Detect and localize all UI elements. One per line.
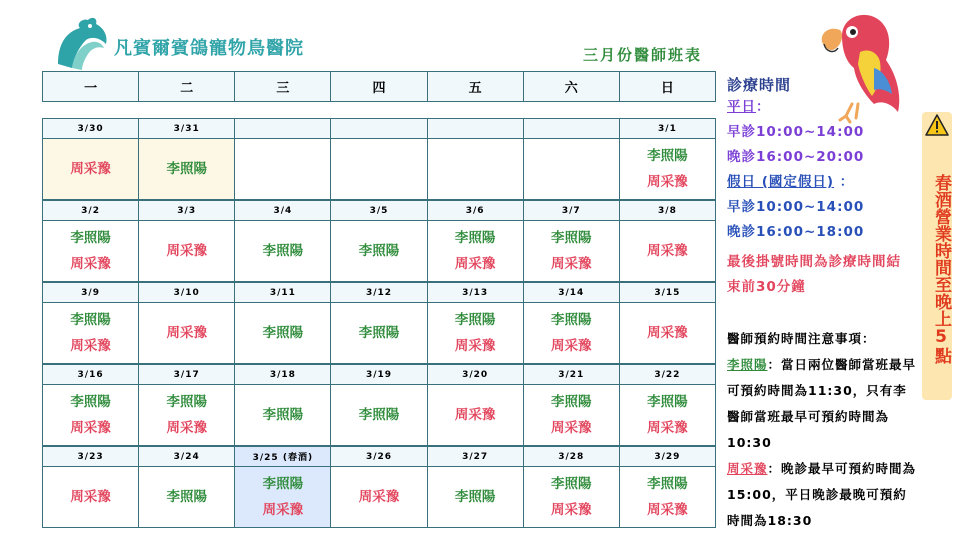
schedule-cell <box>331 385 427 446</box>
date-row <box>43 119 716 139</box>
weekday-cell: 日 <box>619 72 715 102</box>
doctor1-note: ：當日兩位醫師當班最早可預約時間為11:30，只有李醫師當班最早可預約時間為10:30 <box>727 357 917 450</box>
doctor-name: 李照陽 <box>70 230 111 246</box>
spring-banquet-banner <box>922 112 952 400</box>
weekday-cell: 六 <box>523 72 619 102</box>
doctor-name: 李照陽 <box>454 489 496 505</box>
doctor-name: 周采豫 <box>647 502 688 518</box>
clinic-hours <box>727 74 927 300</box>
date-cell: 3/6 <box>427 201 523 221</box>
date-cell <box>427 119 523 139</box>
date-cell: 3/9 <box>43 283 139 303</box>
date-cell: 3/15 <box>619 283 715 303</box>
schedule-title: 三月份醫師班表 <box>583 46 703 64</box>
date-cell: 3/12 <box>331 283 427 303</box>
doctor-name: 李照陽 <box>166 489 207 505</box>
date-cell: 3/27 <box>427 447 523 467</box>
doctor-name: 李照陽 <box>166 394 207 410</box>
date-row <box>43 447 716 467</box>
doctor-name: 李照陽 <box>647 148 688 164</box>
clinic-header <box>52 14 352 70</box>
schedule-cell <box>331 139 427 200</box>
schedule-cell <box>139 385 235 446</box>
weekday-header <box>42 71 716 102</box>
doctor-name: 李照陽 <box>551 476 592 492</box>
date-row <box>43 201 716 221</box>
doctor-name: 李照陽 <box>551 394 592 410</box>
doctor2-name: 周采豫 <box>727 461 768 476</box>
schedule-cell <box>619 221 715 282</box>
holiday-evening-hours: 晚診16:00~18:00 <box>727 224 865 240</box>
doctor-name: 李照陽 <box>551 312 592 328</box>
doctor-name: 李照陽 <box>454 230 496 246</box>
last-registration-note: 最後掛號時間為診療時間結束前30分鐘 <box>727 254 901 295</box>
holiday-morning-hours: 早診10:00~14:00 <box>727 199 865 215</box>
weekday-cell: 四 <box>331 72 427 102</box>
holiday-label: 假日 (國定假日) <box>727 174 835 190</box>
weekday-morning-hours: 早診10:00~14:00 <box>727 124 865 140</box>
date-cell: 3/31 <box>139 119 235 139</box>
warning-icon <box>925 114 949 136</box>
date-cell: 3/30 <box>43 119 139 139</box>
weekday-evening-hours: 晚診16:00~20:00 <box>727 149 865 165</box>
schedule-cell <box>139 139 235 200</box>
schedule-cell <box>619 467 715 528</box>
weekday-suffix: ： <box>756 99 771 115</box>
schedule-cell <box>427 467 523 528</box>
doctor-name: 周采豫 <box>70 489 111 505</box>
schedule-row <box>43 467 716 528</box>
logo-bird-icon <box>52 14 112 70</box>
doctor-name: 李照陽 <box>551 230 592 246</box>
weekday-cell: 二 <box>139 72 235 102</box>
date-cell: 3/8 <box>619 201 715 221</box>
date-cell: 3/2 <box>43 201 139 221</box>
schedule-cell <box>523 303 619 364</box>
date-cell: 3/17 <box>139 365 235 385</box>
date-cell: 3/14 <box>523 283 619 303</box>
schedule-cell <box>331 467 427 528</box>
date-cell <box>235 119 331 139</box>
weekday-cell: 五 <box>427 72 523 102</box>
schedule-cell <box>427 139 523 200</box>
date-cell <box>331 119 427 139</box>
doctor-name: 周采豫 <box>262 502 304 518</box>
doctor1-name: 李照陽 <box>727 357 768 372</box>
schedule-cell <box>43 385 139 446</box>
schedule-cell <box>235 221 331 282</box>
doctor-name: 李照陽 <box>166 161 207 177</box>
date-cell: 3/16 <box>43 365 139 385</box>
schedule-cell <box>427 303 523 364</box>
doctor-name: 周采豫 <box>70 338 111 354</box>
schedule-row <box>43 139 716 200</box>
schedule-cell <box>619 303 715 364</box>
schedule-cell <box>619 139 715 200</box>
weekday-hours-label <box>727 95 927 120</box>
date-cell: 3/1 <box>619 119 715 139</box>
hours-title: 診療時間 <box>727 76 792 94</box>
date-cell: 3/11 <box>235 283 331 303</box>
schedule-cell <box>427 385 523 446</box>
date-cell: 3/20 <box>427 365 523 385</box>
date-cell: 3/13 <box>427 283 523 303</box>
doctor-name: 周采豫 <box>166 243 207 259</box>
date-row <box>43 283 716 303</box>
doctor-name: 李照陽 <box>262 243 304 259</box>
schedule-cell <box>619 385 715 446</box>
doctor-name: 李照陽 <box>647 394 688 410</box>
date-cell: 3/5 <box>331 201 427 221</box>
schedule-cell <box>43 303 139 364</box>
clinic-name: 凡賓爾賓鴿寵物鳥醫院 <box>114 38 304 59</box>
date-cell: 3/24 <box>139 447 235 467</box>
doctor-name: 周采豫 <box>647 420 688 436</box>
schedule-cell <box>427 221 523 282</box>
weekday-label: 平日 <box>727 99 756 115</box>
doctor-name: 周采豫 <box>70 420 111 436</box>
weekday-cell: 一 <box>43 72 139 102</box>
date-cell: 3/4 <box>235 201 331 221</box>
appointment-notes <box>727 326 919 534</box>
date-cell: 3/26 <box>331 447 427 467</box>
date-cell: 3/22 <box>619 365 715 385</box>
date-cell: 3/23 <box>43 447 139 467</box>
doctor-name: 李照陽 <box>262 407 304 423</box>
doctor-name: 周采豫 <box>454 256 496 272</box>
date-cell: 3/18 <box>235 365 331 385</box>
date-cell: 3/10 <box>139 283 235 303</box>
doctor-name: 李照陽 <box>358 407 400 423</box>
doctor-name: 周采豫 <box>70 256 111 272</box>
doctor-name: 周采豫 <box>454 338 496 354</box>
schedule-cell <box>139 221 235 282</box>
schedule-cell <box>523 139 619 200</box>
schedule-cell <box>331 221 427 282</box>
schedule-cell <box>139 303 235 364</box>
doctor-name: 周采豫 <box>551 502 592 518</box>
schedule-cell <box>43 467 139 528</box>
date-cell: 3/7 <box>523 201 619 221</box>
doctor-name: 周采豫 <box>551 256 592 272</box>
doctor-name: 周采豫 <box>454 407 496 423</box>
notes-title: 醫師預約時間注意事項： <box>727 331 876 346</box>
schedule-cell <box>139 467 235 528</box>
doctor-name: 李照陽 <box>454 312 496 328</box>
doctor-name: 周采豫 <box>551 338 592 354</box>
schedule-cell <box>523 467 619 528</box>
doctor-name: 周采豫 <box>647 174 688 190</box>
date-cell: 3/29 <box>619 447 715 467</box>
calendar-grid <box>42 118 716 528</box>
schedule-cell <box>43 221 139 282</box>
schedule-row <box>43 303 716 364</box>
doctor-name: 周采豫 <box>647 325 688 341</box>
date-cell: 3/21 <box>523 365 619 385</box>
doctor-name: 李照陽 <box>70 312 111 328</box>
banner-text: 春酒營業時間至晚上5點 <box>931 174 951 364</box>
date-row <box>43 365 716 385</box>
date-cell: 3/25 (春酒) <box>235 447 331 467</box>
doctor-name: 李照陽 <box>358 325 400 341</box>
date-cell: 3/19 <box>331 365 427 385</box>
doctor-name: 周采豫 <box>358 489 400 505</box>
doctor-name: 周采豫 <box>647 243 688 259</box>
doctor-name: 周采豫 <box>166 420 207 436</box>
schedule-row <box>43 221 716 282</box>
doctor-name: 周采豫 <box>551 420 592 436</box>
doctor-name: 李照陽 <box>262 476 304 492</box>
schedule-cell <box>235 303 331 364</box>
schedule-row <box>43 385 716 446</box>
schedule-cell <box>43 139 139 200</box>
date-cell: 3/3 <box>139 201 235 221</box>
doctor-name: 周采豫 <box>166 325 207 341</box>
date-cell: 3/28 <box>523 447 619 467</box>
schedule-cell <box>235 139 331 200</box>
doctor2-note: ：晚診最早可預約時間為15:00，平日晚診最晚可預約時間為18:30 <box>727 461 917 528</box>
schedule-cell <box>523 221 619 282</box>
doctor-name: 李照陽 <box>70 394 111 410</box>
doctor-name: 李照陽 <box>647 476 688 492</box>
schedule-cell <box>331 303 427 364</box>
doctor-name: 李照陽 <box>262 325 304 341</box>
weekday-cell: 三 <box>235 72 331 102</box>
holiday-suffix: ： <box>834 174 855 190</box>
holiday-hours-label <box>727 170 927 195</box>
schedule-cell <box>235 467 331 528</box>
schedule-cell <box>523 385 619 446</box>
doctor-name: 周采豫 <box>70 161 111 177</box>
date-cell <box>523 119 619 139</box>
schedule-cell <box>235 385 331 446</box>
doctor-name: 李照陽 <box>358 243 400 259</box>
